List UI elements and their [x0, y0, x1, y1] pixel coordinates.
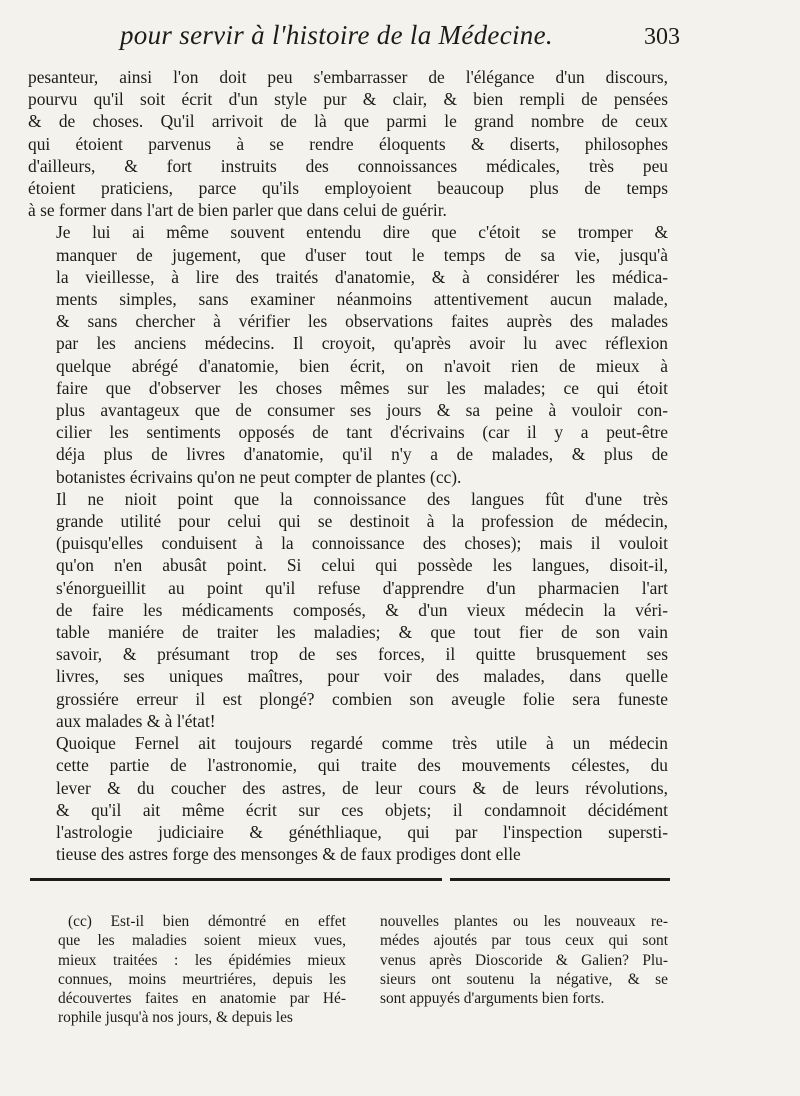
text-line: grande utilité pour celui qui se destinoit à la profession de médecin, [56, 511, 668, 532]
text-line: d'ailleurs, & fort instruits des connoissances médicales, très peu [28, 155, 668, 176]
text-line: grossiére erreur il est plongé? combien son aveugle folie sera funeste [56, 688, 668, 709]
page-header [120, 20, 680, 51]
footnote-line: sieurs ont soutenu la négative, & se [380, 970, 668, 988]
text-line: la vieillesse, à lire des traités d'anatomie, & à considérer les médica- [56, 266, 668, 287]
text-line: plus avantageux que de consumer ses jours & sa peine à vouloir con- [56, 400, 668, 421]
footnote-block [58, 912, 668, 1028]
text-line: & sans chercher à vérifier les observations faites auprès des malades [56, 311, 668, 332]
running-title: pour servir à l'histoire de la Médecine. [120, 20, 553, 50]
text-line: botanistes écrivains qu'on ne peut compter de plantes (cc). [56, 466, 462, 487]
text-line: à se former dans l'art de bien parler que dans celui de guérir. [28, 200, 447, 221]
text-line: l'astrologie judiciaire & généthliaque, qui par l'inspection supersti- [56, 821, 668, 842]
footnote-line: (cc) Est-il bien démontré en effet [68, 913, 346, 930]
text-line: Il ne nioit point que la connoissance des langues fût d'une très [56, 488, 668, 509]
footnote-column-right [380, 912, 668, 1028]
text-line: quelque abrégé d'anatomie, bien écrit, on n'avoit rien de mieux à [56, 355, 668, 376]
text-line: pesanteur, ainsi l'on doit peu s'embarrasser de l'élégance d'un discours, [28, 67, 668, 87]
footnote-line: mieux traitées : les épidémies mieux [58, 951, 346, 969]
text-line: Quoique Fernel ait toujours regardé comme très utile à un médecin [56, 733, 668, 754]
text-line: lever & du coucher des astres, de leur cours & de leurs révolutions, [56, 777, 668, 798]
paragraph [28, 488, 668, 732]
footnote-line: que les maladies soient mieux vues, [58, 932, 346, 950]
text-line: cilier les sentiments opposés de tant d'écrivains (car il y a peut-être [56, 422, 668, 443]
text-line: pourvu qu'il soit écrit d'un style pur & clair, & bien rempli de pensées [28, 89, 668, 110]
main-text [28, 66, 668, 865]
text-line: faire que d'observer les choses mêmes sur les malades; ce qui étoit [56, 377, 668, 398]
paragraph [28, 732, 668, 865]
footnote-line: rophile jusqu'à nos jours, & depuis les [58, 1009, 293, 1027]
text-line: s'énorgueillit au point qu'il refuse d'apprendre d'un pharmacien l'art [56, 577, 668, 598]
footnote-column-left [58, 912, 346, 1028]
text-line: par les anciens médecins. Il croyoit, qu'après avoir lu avec réflexion [56, 333, 668, 354]
text-line: étoient praticiens, parce qu'ils employoient beaucoup plus de temps [28, 178, 668, 199]
text-line: Je lui ai même souvent entendu dire que c'étoit se tromper & [56, 222, 668, 243]
footnote-separator-rule [30, 878, 670, 881]
footnote-line: connues, moins meurtriéres, depuis les [58, 970, 346, 988]
text-line: qu'on n'en abusât point. Si celui qui possède les langues, disoit-il, [56, 555, 668, 576]
footnote-line: sont appuyés d'arguments bien forts. [380, 990, 605, 1008]
footnote-line: découvertes faites en anatomie par Hé- [58, 990, 346, 1008]
footnote-line: venus après Dioscoride & Galien? Plu- [380, 951, 668, 969]
footnote-line: nouvelles plantes ou les nouveaux re- [380, 913, 668, 930]
text-line: de faire les médicaments composés, & d'un vieux médecin la véri- [56, 599, 668, 620]
text-line: table maniére de traiter les maladies; & que tout fier de son vain [56, 622, 668, 643]
rule-segment-left [30, 878, 442, 881]
page-number: 303 [644, 24, 680, 50]
text-line: aux malades & à l'état! [56, 710, 216, 731]
text-line: livres, ses uniques maîtres, pour voir des malades, dans quelle [56, 666, 668, 687]
text-line: déja plus de livres d'anatomie, qu'il n'y a de malades, & plus de [56, 444, 668, 465]
text-line: & qu'il ait même écrit sur ces objets; il condamnoit décidément [56, 799, 668, 820]
text-line: manquer de jugement, que d'user tout le temps de sa vie, jusqu'à [56, 244, 668, 265]
text-line: qui étoient parvenus à se rendre éloquents & diserts, philosophes [28, 133, 668, 154]
text-line: cette partie de l'astronomie, qui traite des mouvements célestes, du [56, 755, 668, 776]
footnote-line: médes ajoutés par tous ceux qui sont [380, 932, 668, 950]
rule-segment-right [450, 878, 670, 881]
text-line: ments simples, sans examiner néanmoins attentivement aucun malade, [56, 289, 668, 310]
text-line: (puisqu'elles conduisent à la connoissance des choses); mais il vouloit [56, 533, 668, 554]
paragraph [28, 221, 668, 487]
text-line: & de choses. Qu'il arrivoit de là que parmi le grand nombre de ceux [28, 111, 668, 132]
paragraph [28, 66, 668, 221]
text-line: tieuse des astres forge des mensonges & de faux prodiges dont elle [56, 844, 521, 865]
text-line: savoir, & présumant trop de ses forces, il quitte brusquement ses [56, 644, 668, 665]
